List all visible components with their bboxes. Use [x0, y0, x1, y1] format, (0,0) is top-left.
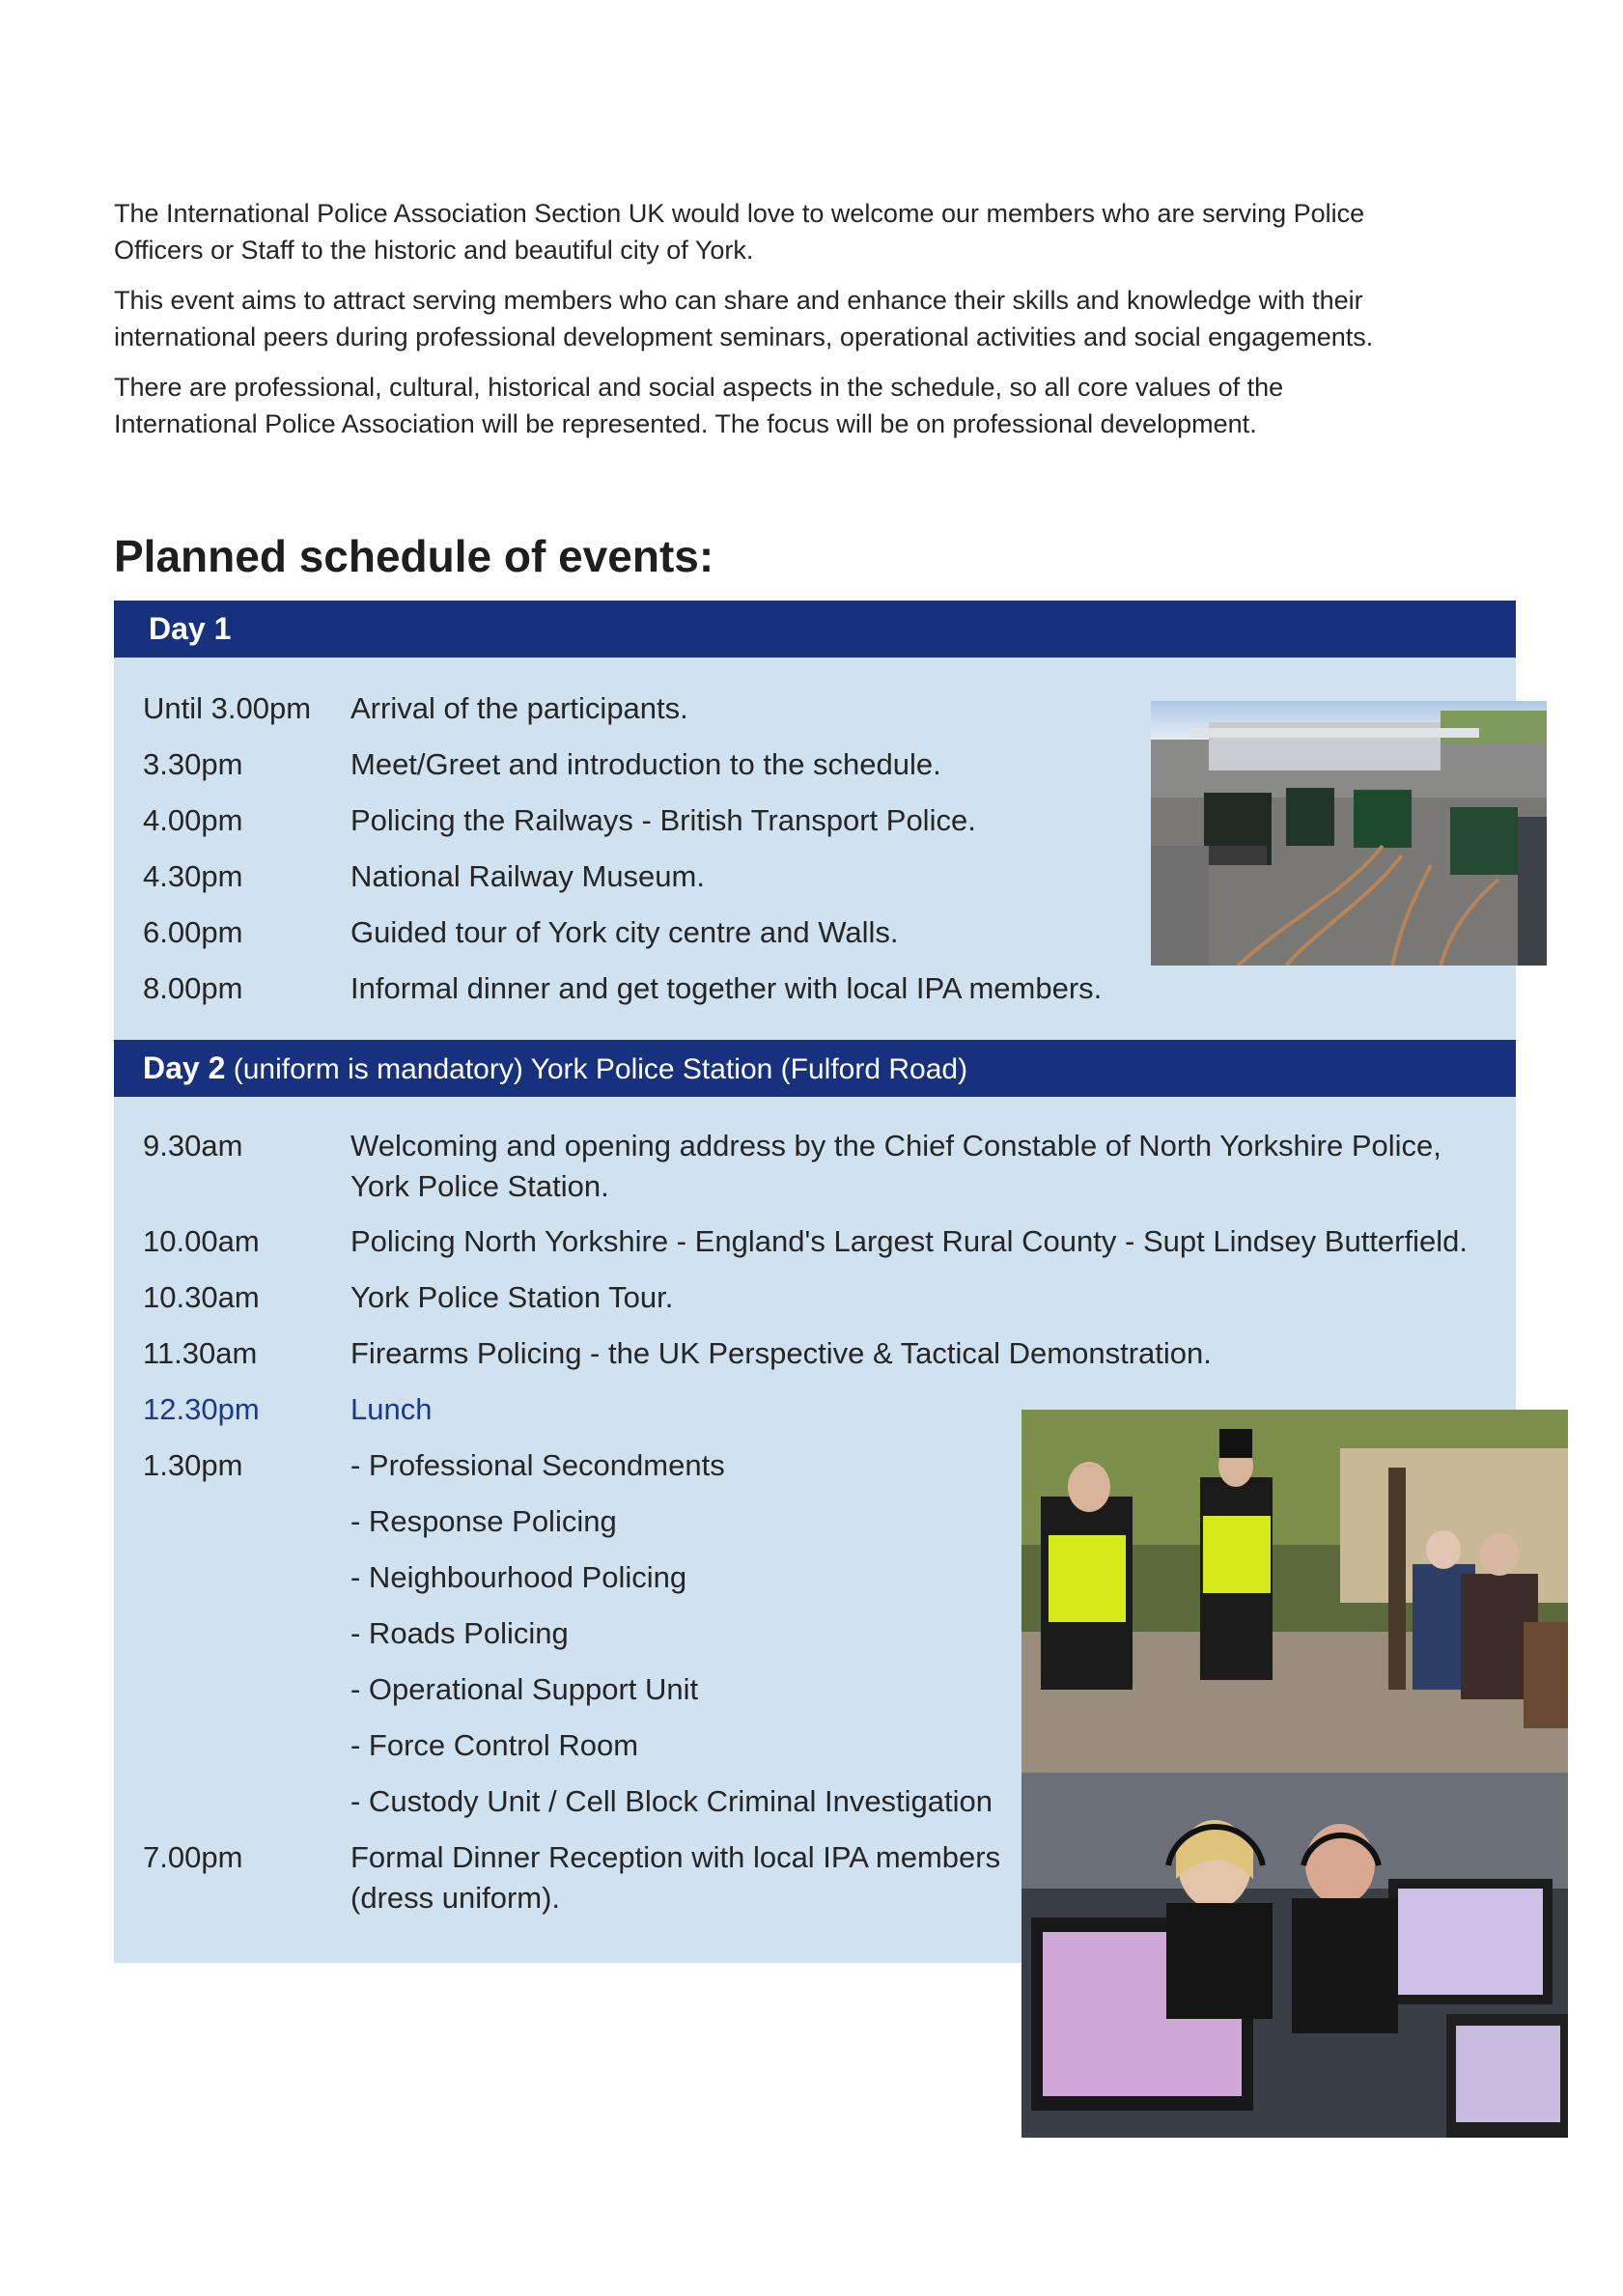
schedule-description: Arrival of the participants.: [350, 691, 688, 725]
schedule-time: 4.30pm: [143, 859, 243, 893]
day2-header: [114, 1040, 1516, 1097]
schedule-description: Firearms Policing - the UK Perspective & Tactical Demonstration.: [350, 1336, 1212, 1370]
schedule-time: Until 3.00pm: [143, 691, 312, 725]
intro-p2-line2: international peers during professional development seminars, operational activities and social engagements.: [114, 322, 1374, 351]
intro-p3-line1: There are professional, cultural, historical and social aspects in the schedule, so all core values of the: [114, 373, 1284, 402]
schedule-description: York Police Station Tour.: [350, 1280, 674, 1314]
schedule-description: [350, 1126, 1441, 1207]
railway-museum-photo: [1151, 701, 1547, 966]
schedule-description: - Neighbourhood Policing: [350, 1560, 687, 1594]
intro-paragraph-1: [114, 195, 1504, 268]
schedule-time: 9.30am: [143, 1129, 243, 1162]
schedule-time: 12.30pm: [143, 1392, 260, 1426]
schedule-description: - Roads Policing: [350, 1616, 569, 1650]
schedule-description-line1: Formal Dinner Reception with local IPA members: [350, 1840, 1001, 1874]
schedule-time: 7.00pm: [143, 1840, 243, 1874]
schedule-time: 10.30am: [143, 1280, 260, 1314]
schedule-description: - Professional Secondments: [350, 1448, 725, 1482]
schedule-description-line1: Welcoming and opening address by the Chief Constable of North Yorkshire Police,: [350, 1129, 1441, 1162]
intro-p1-line1: The International Police Association Section UK would love to welcome our members who are serving Police: [114, 199, 1365, 228]
schedule-description: Informal dinner and get together with local IPA members.: [350, 971, 1103, 1005]
intro-p2-line1: This event aims to attract serving members who can share and enhance their skills and knowledge with their: [114, 286, 1363, 315]
officers-photo: [1021, 1410, 1568, 1773]
schedule-description: Meet/Greet and introduction to the schedule.: [350, 747, 941, 781]
day1-label: Day 1: [149, 611, 232, 646]
schedule-time: 10.00am: [143, 1224, 260, 1258]
intro-paragraph-2: [114, 282, 1504, 355]
day2-note: (uniform is mandatory) York Police Station (Fulford Road): [225, 1053, 968, 1085]
intro-p1-line2: Officers or Staff to the historic and beautiful city of York.: [114, 236, 754, 265]
day1-header: [114, 601, 1516, 658]
schedule-time: 1.30pm: [143, 1448, 243, 1482]
schedule-time: 11.30am: [143, 1336, 258, 1370]
schedule-description: - Force Control Room: [350, 1728, 639, 1762]
schedule-description: Policing North Yorkshire - England's Largest Rural County - Supt Lindsey Butterfield.: [350, 1224, 1468, 1258]
page-title: Planned schedule of events:: [114, 531, 714, 581]
schedule-description: Guided tour of York city centre and Walls.: [350, 915, 899, 949]
schedule-description: Lunch: [350, 1392, 433, 1426]
schedule-description: National Railway Museum.: [350, 859, 705, 893]
schedule-description: Policing the Railways - British Transport Police.: [350, 803, 976, 837]
intro-p3-line2: International Police Association will be represented. The focus will be on professional development.: [114, 409, 1257, 438]
day2-label: Day 2: [143, 1050, 226, 1085]
schedule-time: 6.00pm: [143, 915, 243, 949]
schedule-description: [350, 1837, 1000, 1918]
schedule-description: - Response Policing: [350, 1504, 617, 1538]
schedule-time: 8.00pm: [143, 971, 243, 1005]
schedule-description: - Operational Support Unit: [350, 1672, 699, 1706]
schedule-description-line2: (dress uniform).: [350, 1881, 561, 1915]
control-room-photo: [1021, 1773, 1568, 2138]
schedule-description: - Custody Unit / Cell Block Criminal Investigation: [350, 1784, 993, 1818]
intro-paragraph-3: [114, 369, 1504, 442]
schedule-time: 4.00pm: [143, 803, 243, 837]
schedule-description-line2: York Police Station.: [350, 1169, 609, 1203]
intro-text: [114, 195, 1504, 456]
schedule-time: 3.30pm: [143, 747, 243, 781]
